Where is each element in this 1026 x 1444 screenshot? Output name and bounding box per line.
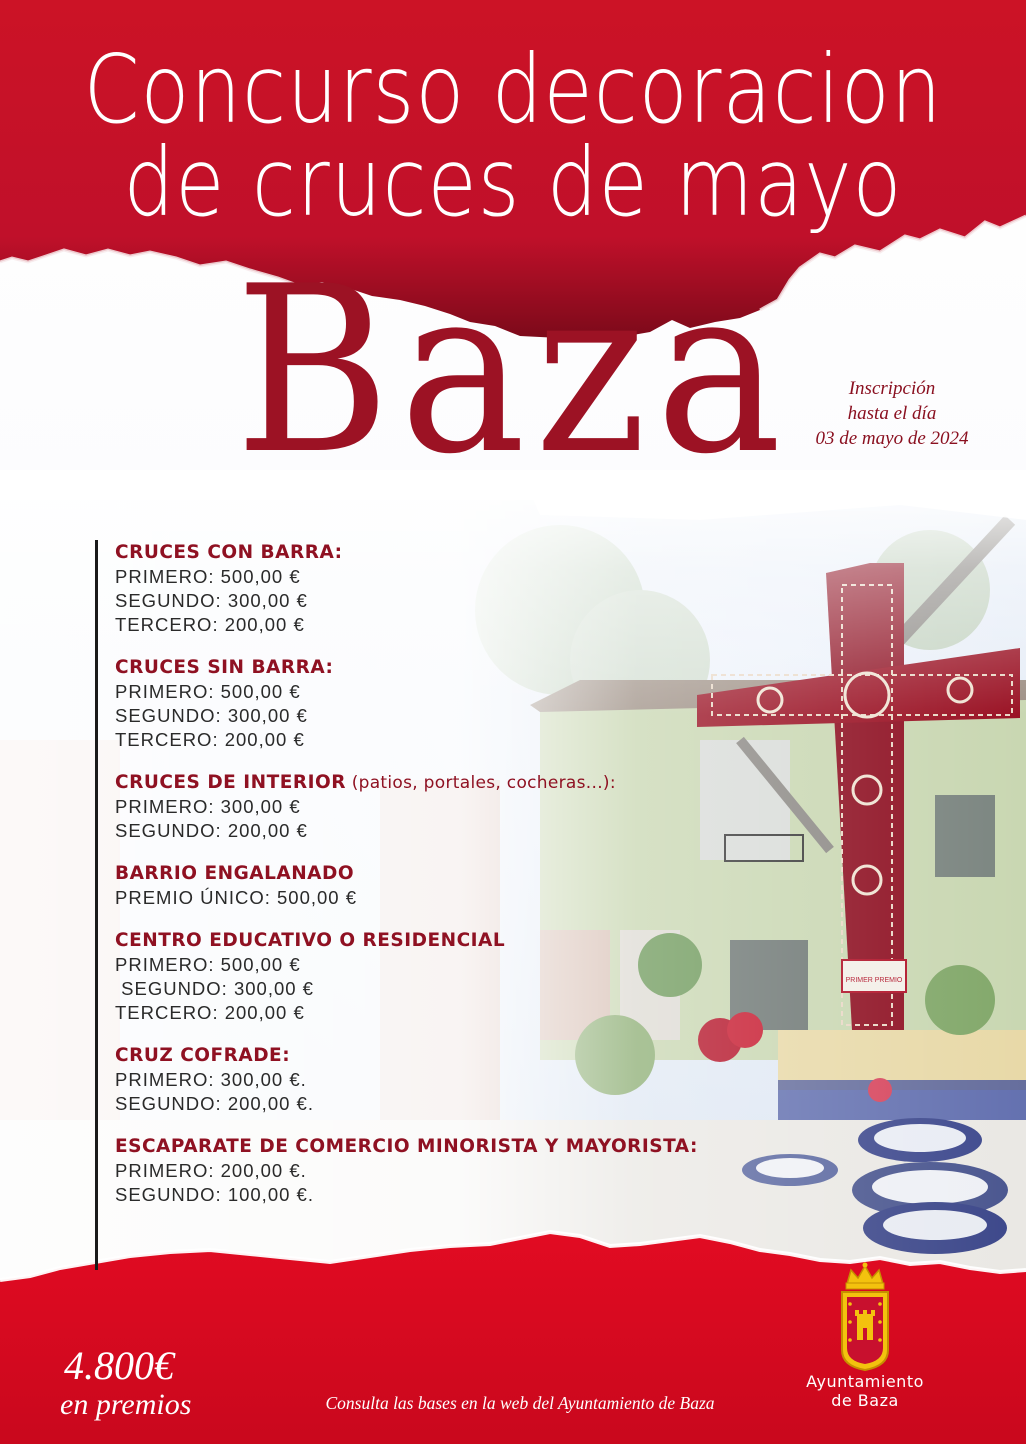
organizer-name-line-2: de Baza xyxy=(831,1391,899,1410)
category-title-text: CRUCES DE INTERIOR xyxy=(115,772,346,793)
prize-line: SEGUNDO: 300,00 € xyxy=(115,590,308,611)
category-title-text: ESCAPARATE DE COMERCIO MINORISTA Y MAYORISTA: xyxy=(115,1136,698,1157)
category-title-text: BARRIO ENGALANADO xyxy=(115,863,355,884)
prize-line: PRIMERO: 300,00 €. xyxy=(115,1069,307,1090)
prize-line: PRIMERO: 300,00 € xyxy=(115,796,301,817)
category-cruces-con-barra xyxy=(115,541,735,637)
organizer-logo xyxy=(790,1262,940,1410)
category-cruces-sin-barra xyxy=(115,656,735,752)
prize-line: SEGUNDO: 300,00 € xyxy=(115,978,314,999)
prize-line: SEGUNDO: 300,00 € xyxy=(115,705,308,726)
prize-line: PREMIO ÚNICO: 500,00 € xyxy=(115,887,358,908)
registration-deadline xyxy=(782,376,1002,451)
category-title-text: CRUZ COFRADE: xyxy=(115,1045,291,1066)
category-title xyxy=(115,1044,735,1068)
prize-line: SEGUNDO: 200,00 €. xyxy=(115,1093,314,1114)
category-escaparate xyxy=(115,1135,735,1207)
prize-line: PRIMERO: 500,00 € xyxy=(115,566,301,587)
category-cruz-cofrade xyxy=(115,1044,735,1116)
category-centro-educativo xyxy=(115,929,735,1025)
prize-line: PRIMERO: 500,00 € xyxy=(115,954,301,975)
prize-line: TERCERO: 200,00 € xyxy=(115,729,305,750)
category-title xyxy=(115,862,735,886)
registration-date: 03 de mayo de 2024 xyxy=(815,428,969,449)
total-amount: 4.800€ xyxy=(64,1343,174,1388)
category-barrio-engalanado xyxy=(115,862,735,910)
category-title xyxy=(115,771,735,795)
category-title xyxy=(115,541,735,565)
vertical-rule xyxy=(95,540,98,1270)
poster-title-line-1: Concurso decoracion xyxy=(83,34,943,145)
organizer-name-line-1: Ayuntamiento xyxy=(806,1372,924,1391)
prize-line: PRIMERO: 500,00 € xyxy=(115,681,301,702)
category-title-text: CRUCES SIN BARRA: xyxy=(115,657,334,678)
category-title-text: CRUCES CON BARRA: xyxy=(115,542,343,563)
category-title-text: CENTRO EDUCATIVO O RESIDENCIAL xyxy=(115,930,506,951)
category-title xyxy=(115,1135,735,1159)
category-cruces-de-interior xyxy=(115,771,735,843)
total-label: en premios xyxy=(60,1388,192,1421)
poster-title-line-2: de cruces de mayo xyxy=(123,127,903,238)
category-note: (patios, portales, cocheras...): xyxy=(345,773,616,793)
category-title xyxy=(115,929,735,953)
prize-line: SEGUNDO: 100,00 €. xyxy=(115,1184,314,1205)
total-prizes xyxy=(60,1344,191,1422)
prize-line: TERCERO: 200,00 € xyxy=(115,614,305,635)
prize-line: SEGUNDO: 200,00 € xyxy=(115,820,308,841)
city-name: Baza xyxy=(234,238,792,505)
shield-crest-icon xyxy=(835,1262,895,1372)
prize-line: PRIMERO: 200,00 €. xyxy=(115,1160,307,1181)
registration-line-1: Inscripción xyxy=(848,378,936,399)
footer-note: Consulta las bases en la web del Ayuntamiento de Baza xyxy=(325,1393,715,1413)
prize-list xyxy=(115,541,735,1226)
prize-line: TERCERO: 200,00 € xyxy=(115,1002,305,1023)
category-title xyxy=(115,656,735,680)
registration-line-2: hasta el día xyxy=(847,403,937,424)
